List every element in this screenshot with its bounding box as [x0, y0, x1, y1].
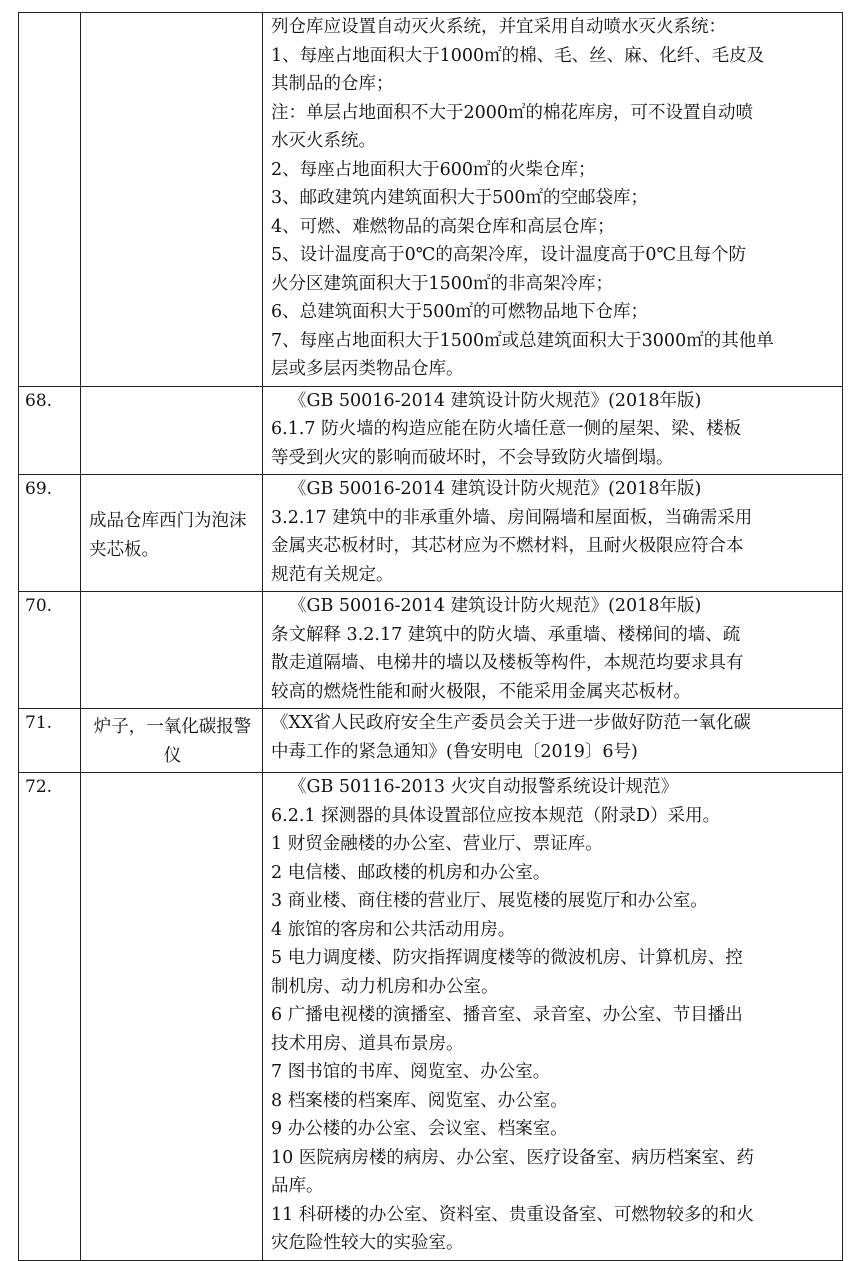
text-line: 3、邮政建筑内建筑面积大于500㎡的空邮袋库； — [271, 188, 649, 208]
text-line: 9 办公楼的办公室、会议室、档案室。 — [271, 1119, 568, 1139]
text-line: 7、每座占地面积大于1500㎡或总建筑面积大于3000㎡的其他单 — [271, 330, 774, 351]
table-row — [19, 386, 843, 475]
text-line: 6.1.7 防火墙的构造应能在防火墙任意一侧的屋架、梁、楼板 — [271, 419, 742, 439]
regulation-text — [263, 13, 843, 387]
text-line: 5、设计温度高于0℃的高架冷库，设计温度高于0℃且每个防 — [271, 245, 747, 265]
regulation-text — [263, 592, 843, 709]
text-line: 7 图书馆的书库、阅览室、办公室。 — [271, 1062, 551, 1082]
text-line: 条文解释 3.2.17 建筑中的防火墙、承重墙、楼梯间的墙、疏 — [271, 624, 741, 645]
hazard-item — [81, 592, 263, 709]
text-line: 4、可燃、难燃物品的高架仓库和高层仓库； — [271, 216, 615, 237]
table-row — [19, 475, 843, 592]
text-line: 水灭火系统。 — [271, 131, 376, 151]
text-line: 3 商业楼、商住楼的营业厅、展览楼的展览厅和办公室。 — [271, 891, 708, 911]
row-number: 72. — [19, 773, 81, 1261]
regulation-text — [263, 386, 843, 475]
text-line: 中毒工作的紧急通知》(鲁安明电〔2019〕6号) — [271, 741, 638, 762]
text-line: 制机房、动力机房和办公室。 — [271, 976, 499, 997]
standard-title: 《GB 50116-2013 火灾自动报警系统设计规范》 — [289, 777, 679, 797]
standard-title: 《GB 50016-2014 建筑设计防火规范》(2018年版) — [289, 390, 702, 411]
text-line: 10 医院病房楼的病房、办公室、医疗设备室、病历档案室、药 — [271, 1147, 754, 1168]
text-line: 等受到火灾的影响而破坏时，不会导致防火墙倒塌。 — [271, 447, 674, 468]
text-line: 5 电力调度楼、防灾指挥调度楼等的微波机房、计算机房、控 — [271, 948, 743, 968]
table-row — [19, 13, 843, 387]
text-line: 《XX省人民政府安全生产委员会关于进一步做好防范一氧化碳 — [271, 713, 751, 733]
regulation-text — [263, 709, 843, 773]
hazard-item: 成品仓库西门为泡沫夹芯板。 — [81, 475, 263, 592]
text-line: 4 旅馆的客房和公共活动用房。 — [271, 919, 516, 940]
table-row — [19, 773, 843, 1261]
hazard-item — [81, 386, 263, 475]
text-line: 注：单层占地面积不大于2000㎡的棉花库房，可不设置自动喷 — [271, 102, 754, 123]
text-line: 3.2.17 建筑中的非承重外墙、房间隔墙和屋面板，当确需采用 — [271, 507, 753, 528]
table-row — [19, 592, 843, 709]
text-line: 火分区建筑面积大于1500㎡的非高架冷库； — [271, 273, 614, 294]
hazard-item: 炉子，一氧化碳报警仪 — [81, 709, 263, 773]
text-line: 6.2.1 探测器的具体设置部位应按本规范（附录D）采用。 — [271, 805, 721, 826]
row-number: 71. — [19, 709, 81, 773]
standard-title: 《GB 50016-2014 建筑设计防火规范》(2018年版) — [289, 479, 702, 499]
text-line: 1 财贸金融楼的办公室、营业厅、票证库。 — [271, 834, 603, 854]
regulation-table — [18, 12, 843, 1261]
text-line: 规范有关规定。 — [271, 564, 394, 585]
table-row — [19, 709, 843, 773]
text-line: 散走道隔墙、电梯井的墙以及楼板等构件，本规范均要求具有 — [271, 653, 744, 673]
text-line: 6、总建筑面积大于500㎡的可燃物品地下仓库； — [271, 302, 649, 322]
text-line: 品库。 — [271, 1176, 324, 1196]
text-line: 较高的燃烧性能和耐火极限，不能采用金属夹芯板材。 — [271, 681, 691, 702]
standard-title: 《GB 50016-2014 建筑设计防火规范》(2018年版) — [289, 596, 702, 616]
text-line: 1、每座占地面积大于1000㎡的棉、毛、丝、麻、化纤、毛皮及 — [271, 45, 765, 66]
text-line: 技术用房、道具布景房。 — [271, 1033, 464, 1054]
regulation-text — [263, 773, 843, 1261]
regulation-text — [263, 475, 843, 592]
row-number — [19, 13, 81, 387]
text-line: 其制品的仓库； — [271, 74, 394, 94]
text-line: 灾危险性较大的实验室。 — [271, 1233, 464, 1253]
text-line: 2 电信楼、邮政楼的机房和办公室。 — [271, 862, 551, 883]
text-line: 列仓库应设置自动灭火系统，并宜采用自动喷水灭火系统： — [271, 17, 726, 37]
hazard-item — [81, 773, 263, 1261]
text-line: 6 广播电视楼的演播室、播音室、录音室、办公室、节目播出 — [271, 1005, 743, 1025]
hazard-item — [81, 13, 263, 387]
text-line: 层或多层丙类物品仓库。 — [271, 359, 464, 379]
row-number: 69. — [19, 475, 81, 592]
row-number: 68. — [19, 386, 81, 475]
text-line: 2、每座占地面积大于600㎡的火柴仓库； — [271, 159, 596, 180]
text-line: 8 档案楼的档案库、阅览室、办公室。 — [271, 1090, 568, 1111]
row-number: 70. — [19, 592, 81, 709]
text-line: 金属夹芯板材时，其芯材应为不燃材料，且耐火极限应符合本 — [271, 536, 744, 556]
text-line: 11 科研楼的办公室、资料室、贵重设备室、可燃物较多的和火 — [271, 1204, 754, 1225]
